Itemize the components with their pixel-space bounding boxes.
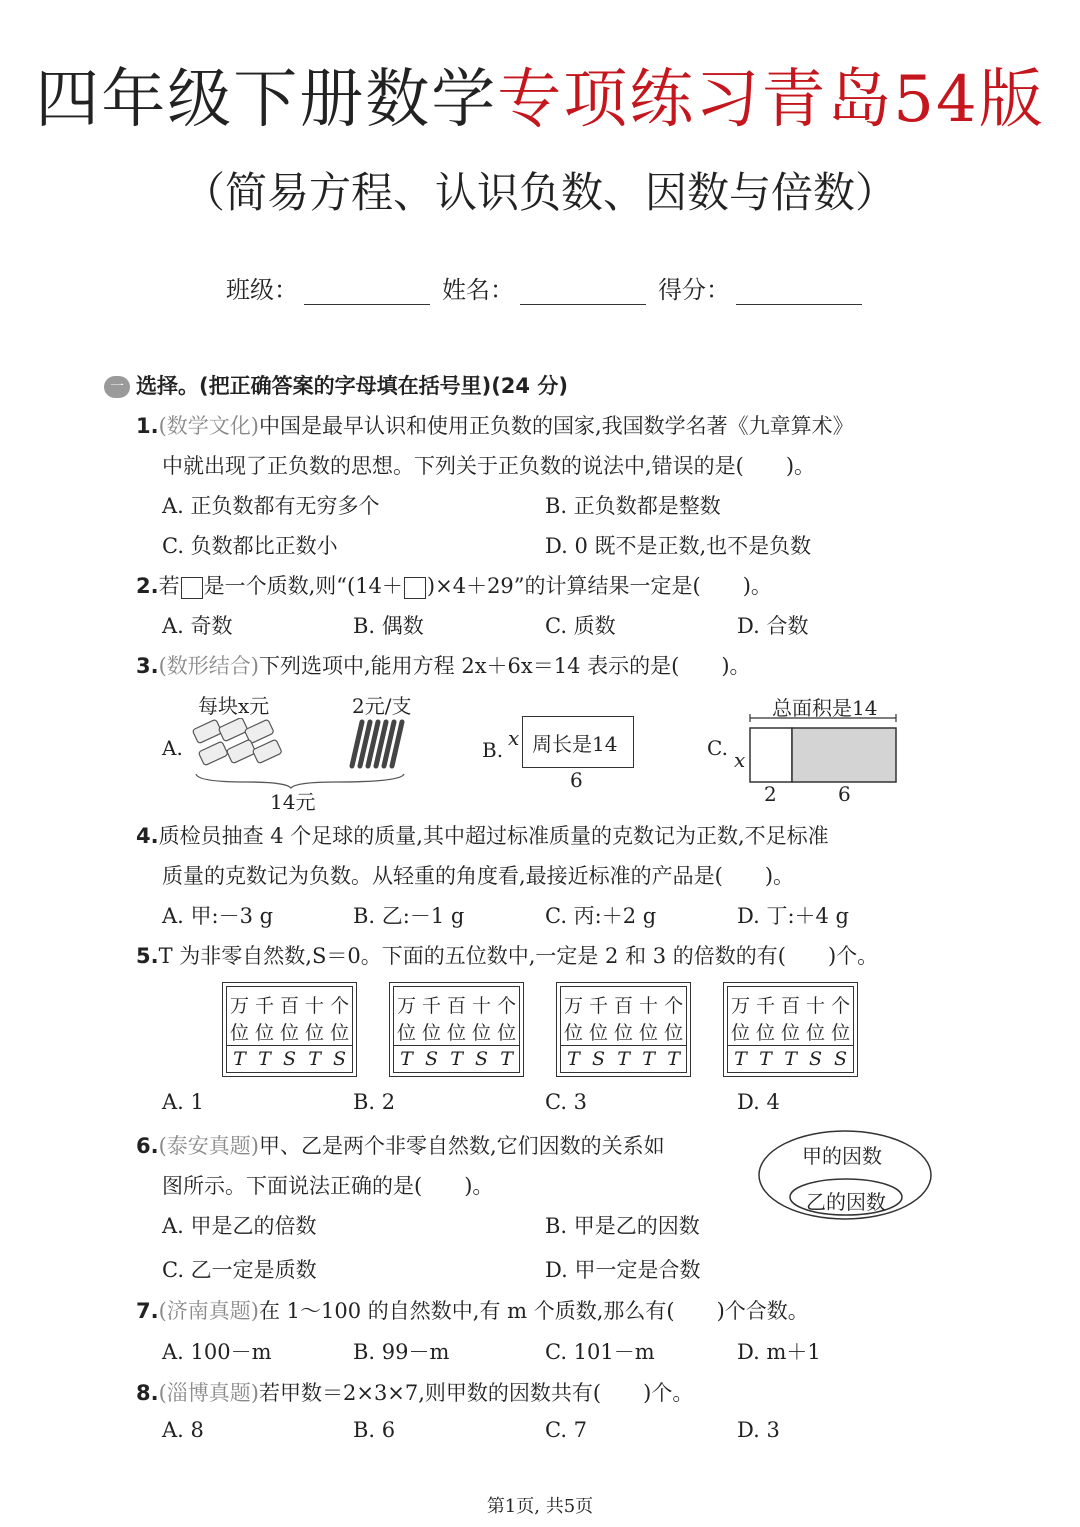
name-field: 姓名：: [442, 270, 646, 305]
rect-bottom-label: 6: [570, 768, 583, 792]
area-bottom-right-label: 6: [838, 782, 851, 806]
eraser-icon: [192, 719, 222, 744]
q8-option-d[interactable]: D. 3: [737, 1418, 780, 1442]
q6-line1: 6.(泰安真题)甲、乙是两个非零自然数,它们因数的关系如: [136, 1134, 665, 1158]
score-blank[interactable]: [736, 280, 862, 305]
pencil-icons: [352, 722, 402, 766]
q8-option-b[interactable]: B. 6: [353, 1418, 396, 1442]
q4-option-a[interactable]: A. 甲:－3 g: [162, 904, 274, 928]
perimeter-label: 周长是14: [532, 732, 618, 756]
page-title: [0, 48, 1080, 140]
q1-option-d[interactable]: D. 0 既不是正数,也不是负数: [545, 534, 812, 558]
page-footer: 第1页, 共5页: [486, 1496, 594, 1517]
q1-option-a[interactable]: A. 正负数都有无穷多个: [162, 494, 380, 518]
q5-option-c[interactable]: C. 3: [545, 1090, 588, 1114]
q8-option-a[interactable]: A. 8: [162, 1418, 204, 1442]
q5-line: 5.T 为非零自然数,S＝0。下面的五位数中,一定是 2 和 3 的倍数的有( )个。: [136, 944, 879, 968]
q2-option-d[interactable]: D. 合数: [737, 614, 809, 638]
eraser-price-label: 每块x元: [198, 694, 270, 718]
q4-option-b[interactable]: B. 乙:－1 g: [353, 904, 465, 928]
class-blank[interactable]: [304, 280, 430, 305]
q7-option-d[interactable]: D. m＋1: [737, 1340, 821, 1364]
place-value-table-3: 万 千 百 十 个 位 位 位 位 位 T S T T T: [556, 982, 691, 1081]
class-field: 班级：: [226, 270, 430, 305]
q1-option-b[interactable]: B. 正负数都是整数: [545, 494, 721, 518]
section-badge: 一: [104, 376, 130, 398]
name-blank[interactable]: [520, 280, 646, 305]
blank-square: [181, 577, 203, 599]
q6-line2: 图所示。下面说法正确的是( )。: [162, 1174, 494, 1198]
q6-option-b[interactable]: B. 甲是乙的因数: [545, 1214, 700, 1238]
q6-option-d[interactable]: D. 甲一定是合数: [545, 1258, 701, 1282]
area-top-label: 总面积是14: [772, 696, 878, 720]
q3-option-a[interactable]: A.: [162, 736, 183, 760]
score-field: 得分：: [658, 270, 862, 305]
pencil-price-label: 2元/支: [352, 694, 412, 718]
place-value-table-2: 万 千 百 十 个 位 位 位 位 位 T S T S T: [389, 982, 524, 1081]
eraser-icon: [226, 739, 256, 764]
area-bottom-left-label: 2: [764, 782, 777, 806]
eraser-icon: [252, 739, 282, 764]
q1-line1: 1.(数学文化)中国是最早认识和使用正负数的国家,我国数学名著《九章算术》: [136, 414, 854, 438]
q2-option-a[interactable]: A. 奇数: [162, 614, 233, 638]
total-price-label: 14元: [270, 790, 316, 814]
erasers-pencils-image: [186, 718, 416, 790]
q3-line: 3.(数形结合)下列选项中,能用方程 2x＋6x＝14 表示的是( )。: [136, 654, 751, 678]
q7-option-b[interactable]: B. 99－m: [353, 1340, 450, 1364]
q6-option-c[interactable]: C. 乙一定是质数: [162, 1258, 317, 1282]
q1-option-c[interactable]: C. 负数都比正数小: [162, 534, 338, 558]
q4-option-d[interactable]: D. 丁:＋4 g: [737, 904, 849, 928]
place-value-table-4: 万 千 百 十 个 位 位 位 位 位 T T T S S: [723, 982, 858, 1081]
blank-square: [404, 577, 426, 599]
q4-option-c[interactable]: C. 丙:＋2 g: [545, 904, 657, 928]
title-red: 专项练习青岛54版: [497, 63, 1045, 137]
eraser-icon: [198, 741, 228, 766]
q8-line: 8.(淄博真题)若甲数＝2×3×7,则甲数的因数共有( )个。: [136, 1381, 694, 1405]
q7-option-c[interactable]: C. 101－m: [545, 1340, 655, 1364]
q5-option-a[interactable]: A. 1: [162, 1090, 204, 1114]
eraser-icon: [218, 718, 248, 742]
title-black: 四年级下册数学: [35, 63, 498, 137]
q5-option-d[interactable]: D. 4: [737, 1090, 780, 1114]
page-subtitle: （简易方程、认识负数、因数与倍数）: [182, 168, 897, 217]
q4-line2: 质量的克数记为负数。从轻重的角度看,最接近标准的产品是( )。: [162, 864, 795, 888]
q1-line2: 中就出现了正负数的思想。下列关于正负数的说法中,错误的是( )。: [162, 454, 816, 478]
inner-set-label: 乙的因数: [806, 1190, 886, 1214]
q5-option-b[interactable]: B. 2: [353, 1090, 396, 1114]
q6-option-a[interactable]: A. 甲是乙的倍数: [162, 1214, 317, 1238]
q2-option-b[interactable]: B. 偶数: [353, 614, 424, 638]
place-value-table-1: 万 千 百 十 个 位 位 位 位 位 T T S T S: [222, 982, 357, 1081]
q4-line1: 4.质检员抽查 4 个足球的质量,其中超过标准质量的克数记为正数,不足标准: [136, 824, 829, 848]
q2-line: 2.若 是一个质数,则“(14＋ )×4＋29”的计算结果一定是( )。: [136, 574, 772, 598]
q3-option-b[interactable]: B.: [482, 738, 504, 762]
q7-line: 7.(济南真题)在 1～100 的自然数中,有 m 个质数,那么有( )个合数。: [136, 1299, 809, 1323]
section-heading: 一 选择。(把正确答案的字母填在括号里)(24 分): [104, 370, 568, 400]
q2-option-c[interactable]: C. 质数: [545, 614, 616, 638]
q3-option-c[interactable]: C.: [707, 736, 728, 760]
rect-side-label: x: [508, 726, 520, 750]
q7-option-a[interactable]: A. 100－m: [162, 1340, 272, 1364]
outer-set-label: 甲的因数: [802, 1144, 882, 1168]
area-diagram: [730, 712, 902, 786]
area-side-label: x: [734, 748, 746, 772]
q8-option-c[interactable]: C. 7: [545, 1418, 588, 1442]
